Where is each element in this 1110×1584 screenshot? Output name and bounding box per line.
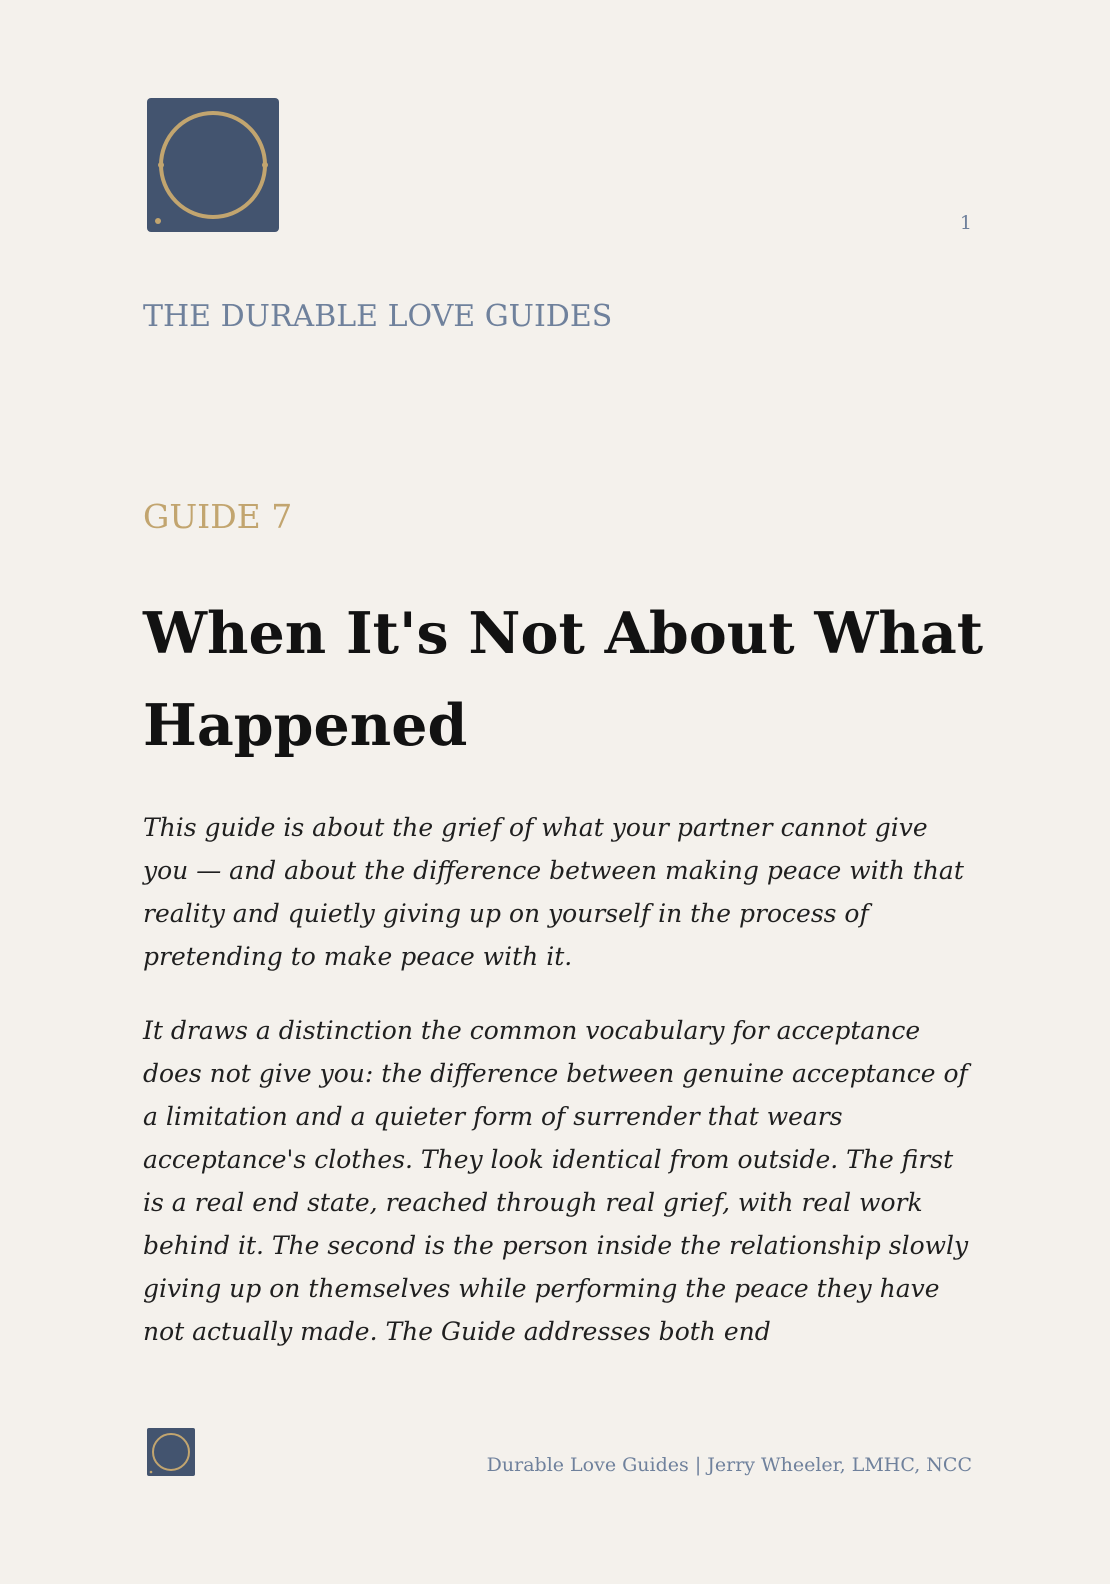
guide-title: When It's Not About What Happened <box>143 600 984 759</box>
body-paragraph: It draws a distinction the common vocabulary for acceptance does not give you: the difference between genuine acceptance of a limitation and a quieter form of surrender that wears acceptance's clothes. They look identical from outside. The first is a real end state, reached through real grief, with real work behind it. The second is the person inside the relationship slowly giving up on themselves while performing the peace they have not actually made. The Guide addresses both end <box>143 1016 969 1346</box>
footer-credit: Durable Love Guides | Jerry Wheeler, LMHC, NCC <box>486 1454 972 1476</box>
series-title: THE DURABLE LOVE GUIDES <box>143 299 613 334</box>
body-paragraph: This guide is about the grief of what your partner cannot give you — and about the difference between making peace with that reality and quietly giving up on yourself in the process of pretending to make peace with it. <box>143 813 964 971</box>
body-text <box>143 806 978 1362</box>
footer-logo-icon <box>147 1428 195 1476</box>
guide-label: GUIDE 7 <box>143 497 293 536</box>
page-number: 1 <box>959 212 972 234</box>
